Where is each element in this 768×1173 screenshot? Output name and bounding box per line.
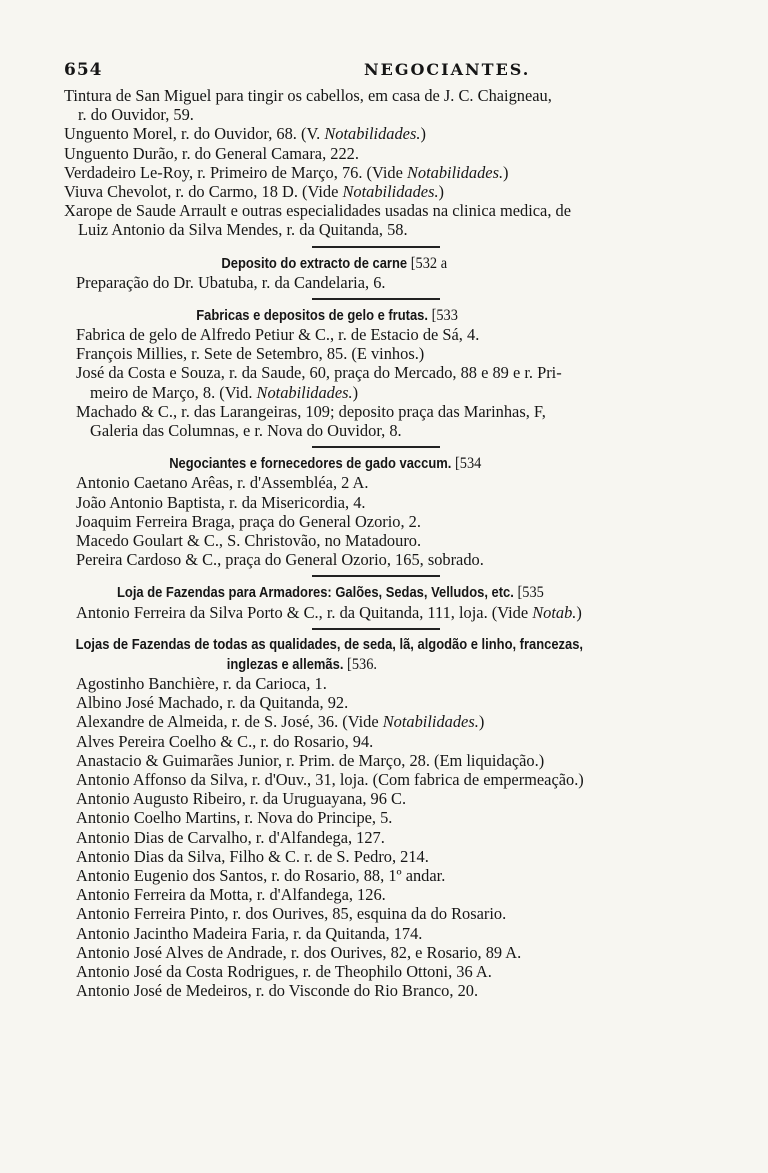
entry-line: José da Costa e Souza, r. da Saude, 60, praça do Mercado, 88 e 89 e r. Pri- [76,363,562,383]
directory-entry: Antonio José Alves de Andrade, r. dos Ourives, 82, e Rosario, 89 A. [76,942,522,962]
section-number: [534 [454,455,482,473]
italic-reference: Notabilidades. [342,181,439,201]
italic-reference: Notabilidades. [406,162,504,182]
directory-entry: Viuva Chevolot, r. do Carmo, 18 D. (Vide Notabilidades.) [64,181,445,201]
entry-continuation: r. do Ouvidor, 59. [78,105,194,125]
directory-entry: Antonio Ferreira da Motta, r. d'Alfandega, 126. [76,885,386,905]
section-heading: Fabricas e depositos de gelo e frutas. [533 [196,306,458,324]
entry-line: Tintura de San Miguel para tingir os cabellos, em casa de J. C. Chaigneau, [64,86,552,105]
running-title: NEGOCIANTES. [364,60,531,79]
section-heading: Lojas de Fazendas de todas as qualidades, de seda, lã, algodão e linho, francezas, [75,636,584,653]
directory-entry: Albino José Machado, r. da Quitanda, 92. [76,693,349,713]
directory-entry: Fabrica de gelo de Alfredo Petiur & C., r. de Estacio de Sá, 4. [76,325,480,345]
italic-reference: Notab. [532,602,577,622]
directory-entry: Joaquim Ferreira Braga, praça do General Ozorio, 2. [76,511,421,531]
directory-entry: Antonio Dias da Silva, Filho & C. r. de S. Pedro, 214. [76,846,429,866]
directory-entry: Unguento Morel, r. do Ouvidor, 68. (V. Notabilidades.) [64,124,426,144]
section-number: [536. [347,655,378,673]
directory-entry: Alexandre de Almeida, r. de S. José, 36. (Vide Notabilidades.) [76,712,485,732]
page-body [0,86,768,1000]
directory-entry: Macedo Goulart & C., S. Christovão, no Matadouro. [76,530,422,550]
directory-entry: Antonio José de Medeiros, r. do Visconde do Rio Branco, 20. [76,981,479,1001]
directory-entry: Antonio Ferreira Pinto, r. dos Ourives, 85, esquina da do Rosario. [76,904,507,924]
directory-entry: Agostinho Banchière, r. da Carioca, 1. [76,674,327,694]
directory-entry: Antonio Dias de Carvalho, r. d'Alfandega, 127. [76,827,385,847]
directory-entry: Antonio Jacintho Madeira Faria, r. da Quitanda, 174. [76,923,423,943]
page-header [64,60,704,82]
italic-reference: Notabilidades. [324,124,421,144]
section-rule [0,292,768,306]
directory-entry: Alves Pereira Coelho & C., r. do Rosario, 94. [76,731,374,751]
directory-entry: Verdadeiro Le-Roy, r. Primeiro de Março, 76. (Vide Notabilidades.) [64,162,509,182]
section-number: [535 [517,584,544,602]
italic-reference: Notabilidades. [256,382,353,402]
directory-entry: Antonio Augusto Ribeiro, r. da Uruguayana, 96 C. [76,789,407,809]
entry-line: Xarope de Saude Arrault e outras especialidades usadas na clinica medica, de [64,201,571,221]
directory-entry: Antonio Eugenio dos Santos, r. do Rosario, 88, 1º andar. [76,865,446,885]
italic-reference: Notabilidades. [382,712,479,732]
section-number: [533 [431,306,458,324]
directory-entry: François Millies, r. Sete de Setembro, 85. (E vinhos.) [76,344,425,364]
section-rule [0,240,768,254]
entry-line: Machado & C., r. das Larangeiras, 109; deposito praça das Marinhas, F, [76,401,546,421]
section-heading: Deposito do extracto de carne [532 a [221,254,448,272]
directory-entry: Antonio Ferreira da Silva Porto & C., r. da Quitanda, 111, loja. (Vide Notab.) [76,602,582,622]
section-heading: Loja de Fazendas para Armadores: Galões, Sedas, Velludos, etc. [535 [117,584,544,602]
entry-continuation: Galeria das Columnas, e r. Nova do Ouvidor, 8. [90,421,402,440]
entry-continuation: meiro de Março, 8. (Vid. Notabilidades.) [90,382,359,402]
directory-entry: Antonio Coelho Martins, r. Nova do Principe, 5. [76,808,393,828]
section-rule [0,569,768,583]
directory-entry: Antonio Affonso da Silva, r. d'Ouv., 31, loja. (Com fabrica de empermeação.) [76,770,584,789]
directory-entry: Anastacio & Guimarães Junior, r. Prim. de Março, 28. (Em liquidação.) [76,750,545,770]
entry-continuation: Luiz Antonio da Silva Mendes, r. da Quitanda, 58. [78,220,408,240]
page-number: 654 [64,60,103,80]
directory-entry: Preparação do Dr. Ubatuba, r. da Candelaria, 6. [76,272,386,292]
directory-entry: Unguento Durão, r. do General Camara, 222. [64,143,359,163]
section-heading: Negociantes e fornecedores de gado vaccum. [534 [169,455,482,473]
section-rule [0,622,768,636]
section-number: [532 a [410,254,448,272]
directory-entry: Antonio José da Costa Rodrigues, r. de Theophilo Ottoni, 36 A. [76,961,492,981]
section-rule [0,440,768,454]
directory-entry: Antonio Caetano Arêas, r. d'Assembléa, 2 A. [76,473,369,493]
section-heading-continuation: inglezas e allemãs. [536. [226,655,378,673]
directory-entry: Pereira Cardoso & C., praça do General Ozorio, 165, sobrado. [76,550,484,570]
directory-entry: João Antonio Baptista, r. da Misericordia, 4. [76,492,366,512]
